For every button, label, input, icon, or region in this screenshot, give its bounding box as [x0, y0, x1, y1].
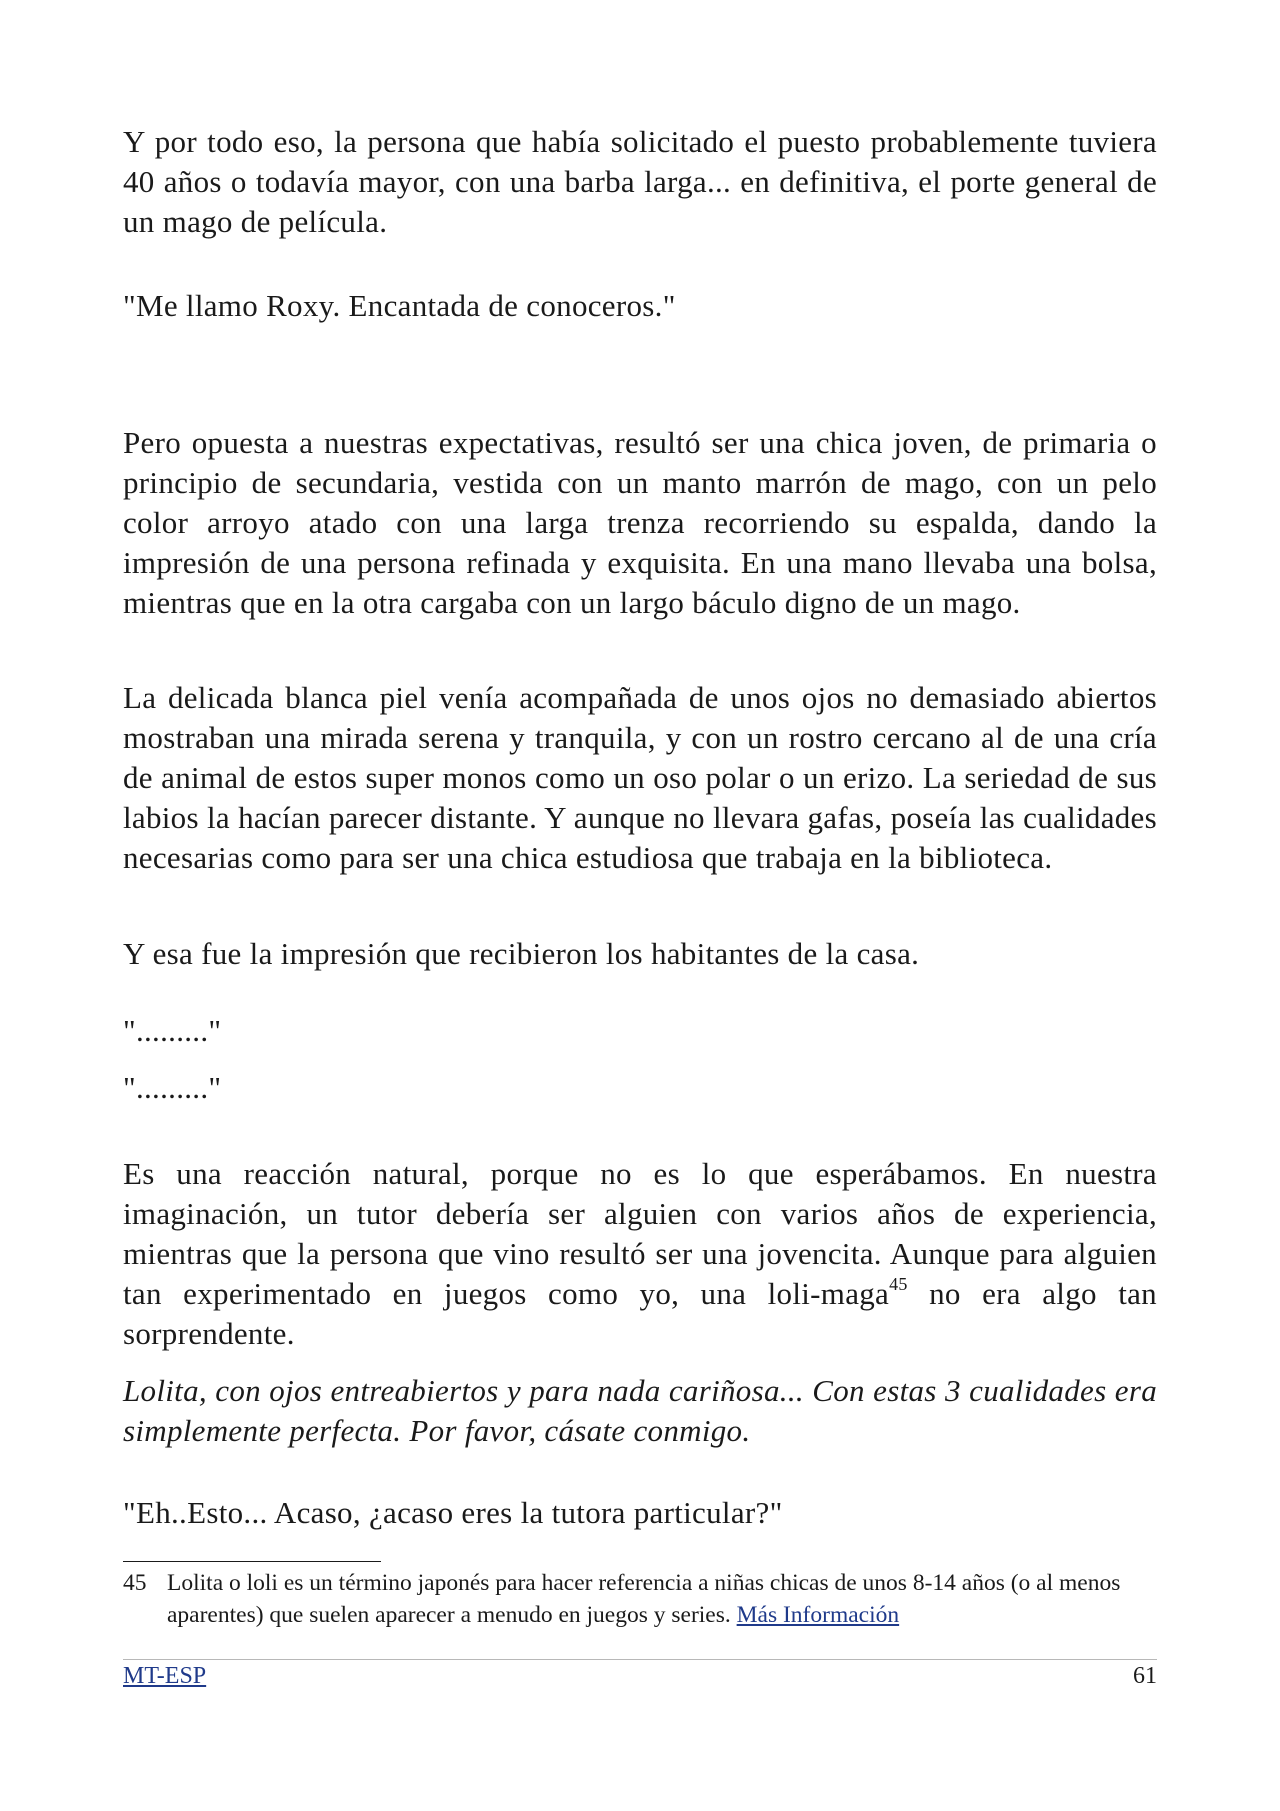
paragraph-1: Y por todo eso, la persona que había solicitado el puesto probablemente tuviera 40 años o todavía mayor, con una barba larga... en definitiva, el porte general de un mago de película.	[123, 124, 1157, 239]
footnote-45	[123, 1567, 1157, 1631]
paragraph-3: Pero opuesta a nuestras expectativas, resultó ser una chica joven, de primaria o principio de secundaria, vestida con un manto marrón de mago, con un pelo color arroyo atado con una larga trenza recorriendo su espalda, dando la impresión de una persona refinada y exquisita. En una mano llevaba una bolsa, mientras que en la otra cargaba con un largo báculo digno de un mago.	[123, 425, 1157, 620]
paragraph-4: La delicada blanca piel venía acompañada de unos ojos no demasiado abiertos mostraban una mirada serena y tranquila, y con un rostro cercano al de una cría de animal de estos super monos como un oso polar o un erizo. La seriedad de sus labios la hacían parecer distante. Y aunque no llevara gafas, poseía las cualidades necesarias como para ser una chica estudiosa que trabaja en la biblioteca.	[123, 680, 1157, 875]
footnote-separator	[123, 1561, 381, 1562]
paragraph-8-text-end: no era algo tan sorprendente.	[123, 1276, 1157, 1351]
footnote-body	[167, 1567, 1157, 1631]
more-info-link[interactable]: Más Información	[736, 1602, 900, 1628]
italic-thought: Lolita, con ojos entreabiertos y para nada cariñosa... Con estas 3 cualidades era simplemente perfecta. Por favor, cásate conmigo.	[123, 1373, 1157, 1448]
footer-site-link[interactable]: MT-ESP	[123, 1663, 207, 1689]
paragraph-8-text-start: Es una reacción natural, porque no es lo que esperábamos. En nuestra imaginación, un tutor debería ser alguien con varios años de experiencia, mientras que la persona que vino resultó ser una jovencita. Aunque para alguien tan experimentado en juegos como yo, una loli-maga	[123, 1156, 1157, 1311]
paragraph-5: Y esa fue la impresión que recibieron los habitantes de la casa.	[123, 936, 920, 971]
footnote-text: Lolita o loli es un término japonés para hacer referencia a niñas chicas de unos 8-14 años (o al menos aparentes) que suelen aparecer a menudo en juegos y series.	[167, 1570, 1121, 1628]
dialogue-silence-1: "........."	[123, 1013, 222, 1048]
footer-divider	[123, 1659, 1157, 1660]
dialogue-roxy-intro: "Me llamo Roxy. Encantada de conoceros."	[123, 288, 676, 323]
footnote-reference[interactable]: 45	[889, 1274, 908, 1294]
paragraph-8	[123, 1154, 1157, 1354]
footnote-number: 45	[123, 1570, 147, 1596]
dialogue-silence-2: "........."	[123, 1070, 222, 1105]
dialogue-tutor-question: "Eh..Esto... Acaso, ¿acaso eres la tutora particular?"	[123, 1495, 783, 1530]
page-number: 61	[1133, 1663, 1157, 1689]
